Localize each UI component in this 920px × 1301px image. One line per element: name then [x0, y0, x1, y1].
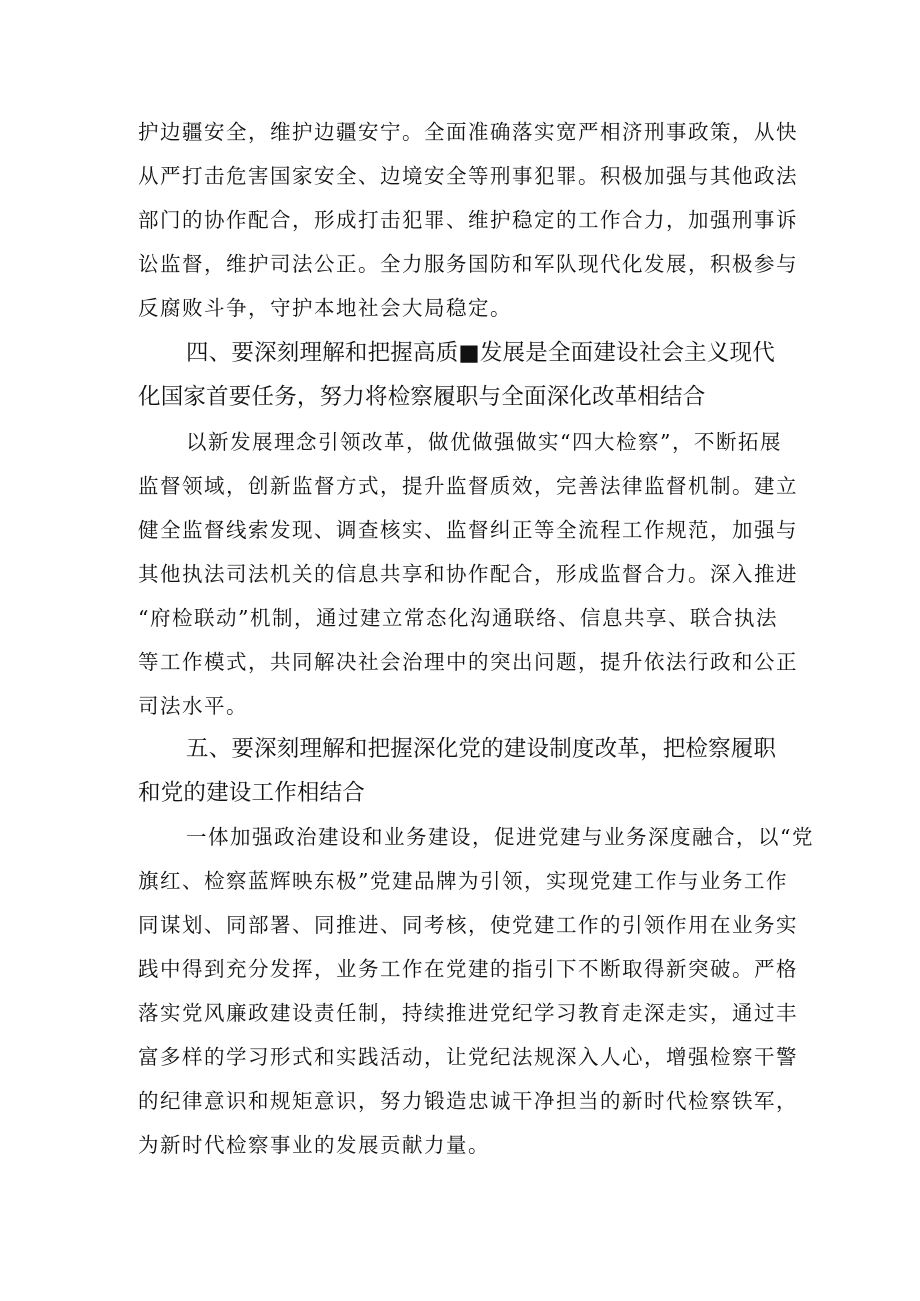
- paragraph-1-line: 部门的协作配合，形成打击犯罪、维护稳定的工作合力，加强刑事诉: [138, 208, 798, 232]
- paragraph-1-line: 讼监督，维护司法公正。全力服务国防和军队现代化发展，积极参与: [138, 252, 798, 276]
- paragraph-2-line: 以新发展理念引领改革，做优做强做实“四大检察”，不断拓展: [186, 430, 782, 454]
- paragraph-1-line: 从严打击危害国家安全、边境安全等刑事犯罪。积极加强与其他政法: [138, 164, 798, 188]
- paragraph-3-line: 同谋划、同部署、同推进、同考核，使党建工作的引领作用在业务实: [138, 913, 798, 937]
- section-heading-4: 化国家首要任务，努力将检察履职与全面深化改革相结合: [138, 384, 706, 410]
- paragraph-1-line: 反腐败斗争，守护本地社会大局稳定。: [138, 296, 512, 320]
- paragraph-2-line: 健全监督线索发现、调查核实、监督纠正等全流程工作规范，加强与: [138, 518, 798, 542]
- paragraph-3-line: 旗红、检察蓝辉映东极”党建品牌为引领，实现党建工作与业务工作: [138, 869, 788, 893]
- paragraph-3-line: 富多样的学习形式和实践活动，让党纪法规深入人心，增强检察干警: [138, 1045, 798, 1069]
- paragraph-2-line: “府检联动”机制，通过建立常态化沟通联络、信息共享、联合执法: [138, 606, 778, 630]
- paragraph-3-line: 践中得到充分发挥，业务工作在党建的指引下不断取得新突破。严格: [138, 957, 798, 981]
- paragraph-1-line: 护边疆安全，维护边疆安宁。全面准确落实宽严相济刑事政策，从快: [138, 120, 798, 144]
- paragraph-3-line: 落实党风廉政建设责任制，持续推进党纪学习教育走深走实，通过丰: [138, 1001, 798, 1025]
- section-heading-5: 和党的建设工作相结合: [138, 780, 366, 806]
- section-heading-5: 五、要深刻理解和把握深化党的建设制度改革，把检察履职: [186, 736, 777, 762]
- section-heading-4: 四、要深刻理解和把握高质■发展是全面建设社会主义现代: [186, 340, 775, 366]
- paragraph-3-line: 为新时代检察事业的发展贡献力量。: [138, 1133, 490, 1157]
- paragraph-2-line: 司法水平。: [138, 694, 248, 718]
- paragraph-2-line: 其他执法司法机关的信息共享和协作配合，形成监督合力。深入推进: [138, 562, 798, 586]
- paragraph-3-line: 的纪律意识和规矩意识，努力锻造忠诚干净担当的新时代检察铁军，: [138, 1089, 798, 1113]
- paragraph-2-line: 监督领域，创新监督方式，提升监督质效，完善法律监督机制。建立: [138, 474, 798, 498]
- paragraph-2-line: 等工作模式，共同解决社会治理中的突出问题，提升依法行政和公正: [138, 650, 798, 674]
- paragraph-3-line: 一体加强政治建设和业务建设，促进党建与业务深度融合，以“党: [186, 825, 814, 849]
